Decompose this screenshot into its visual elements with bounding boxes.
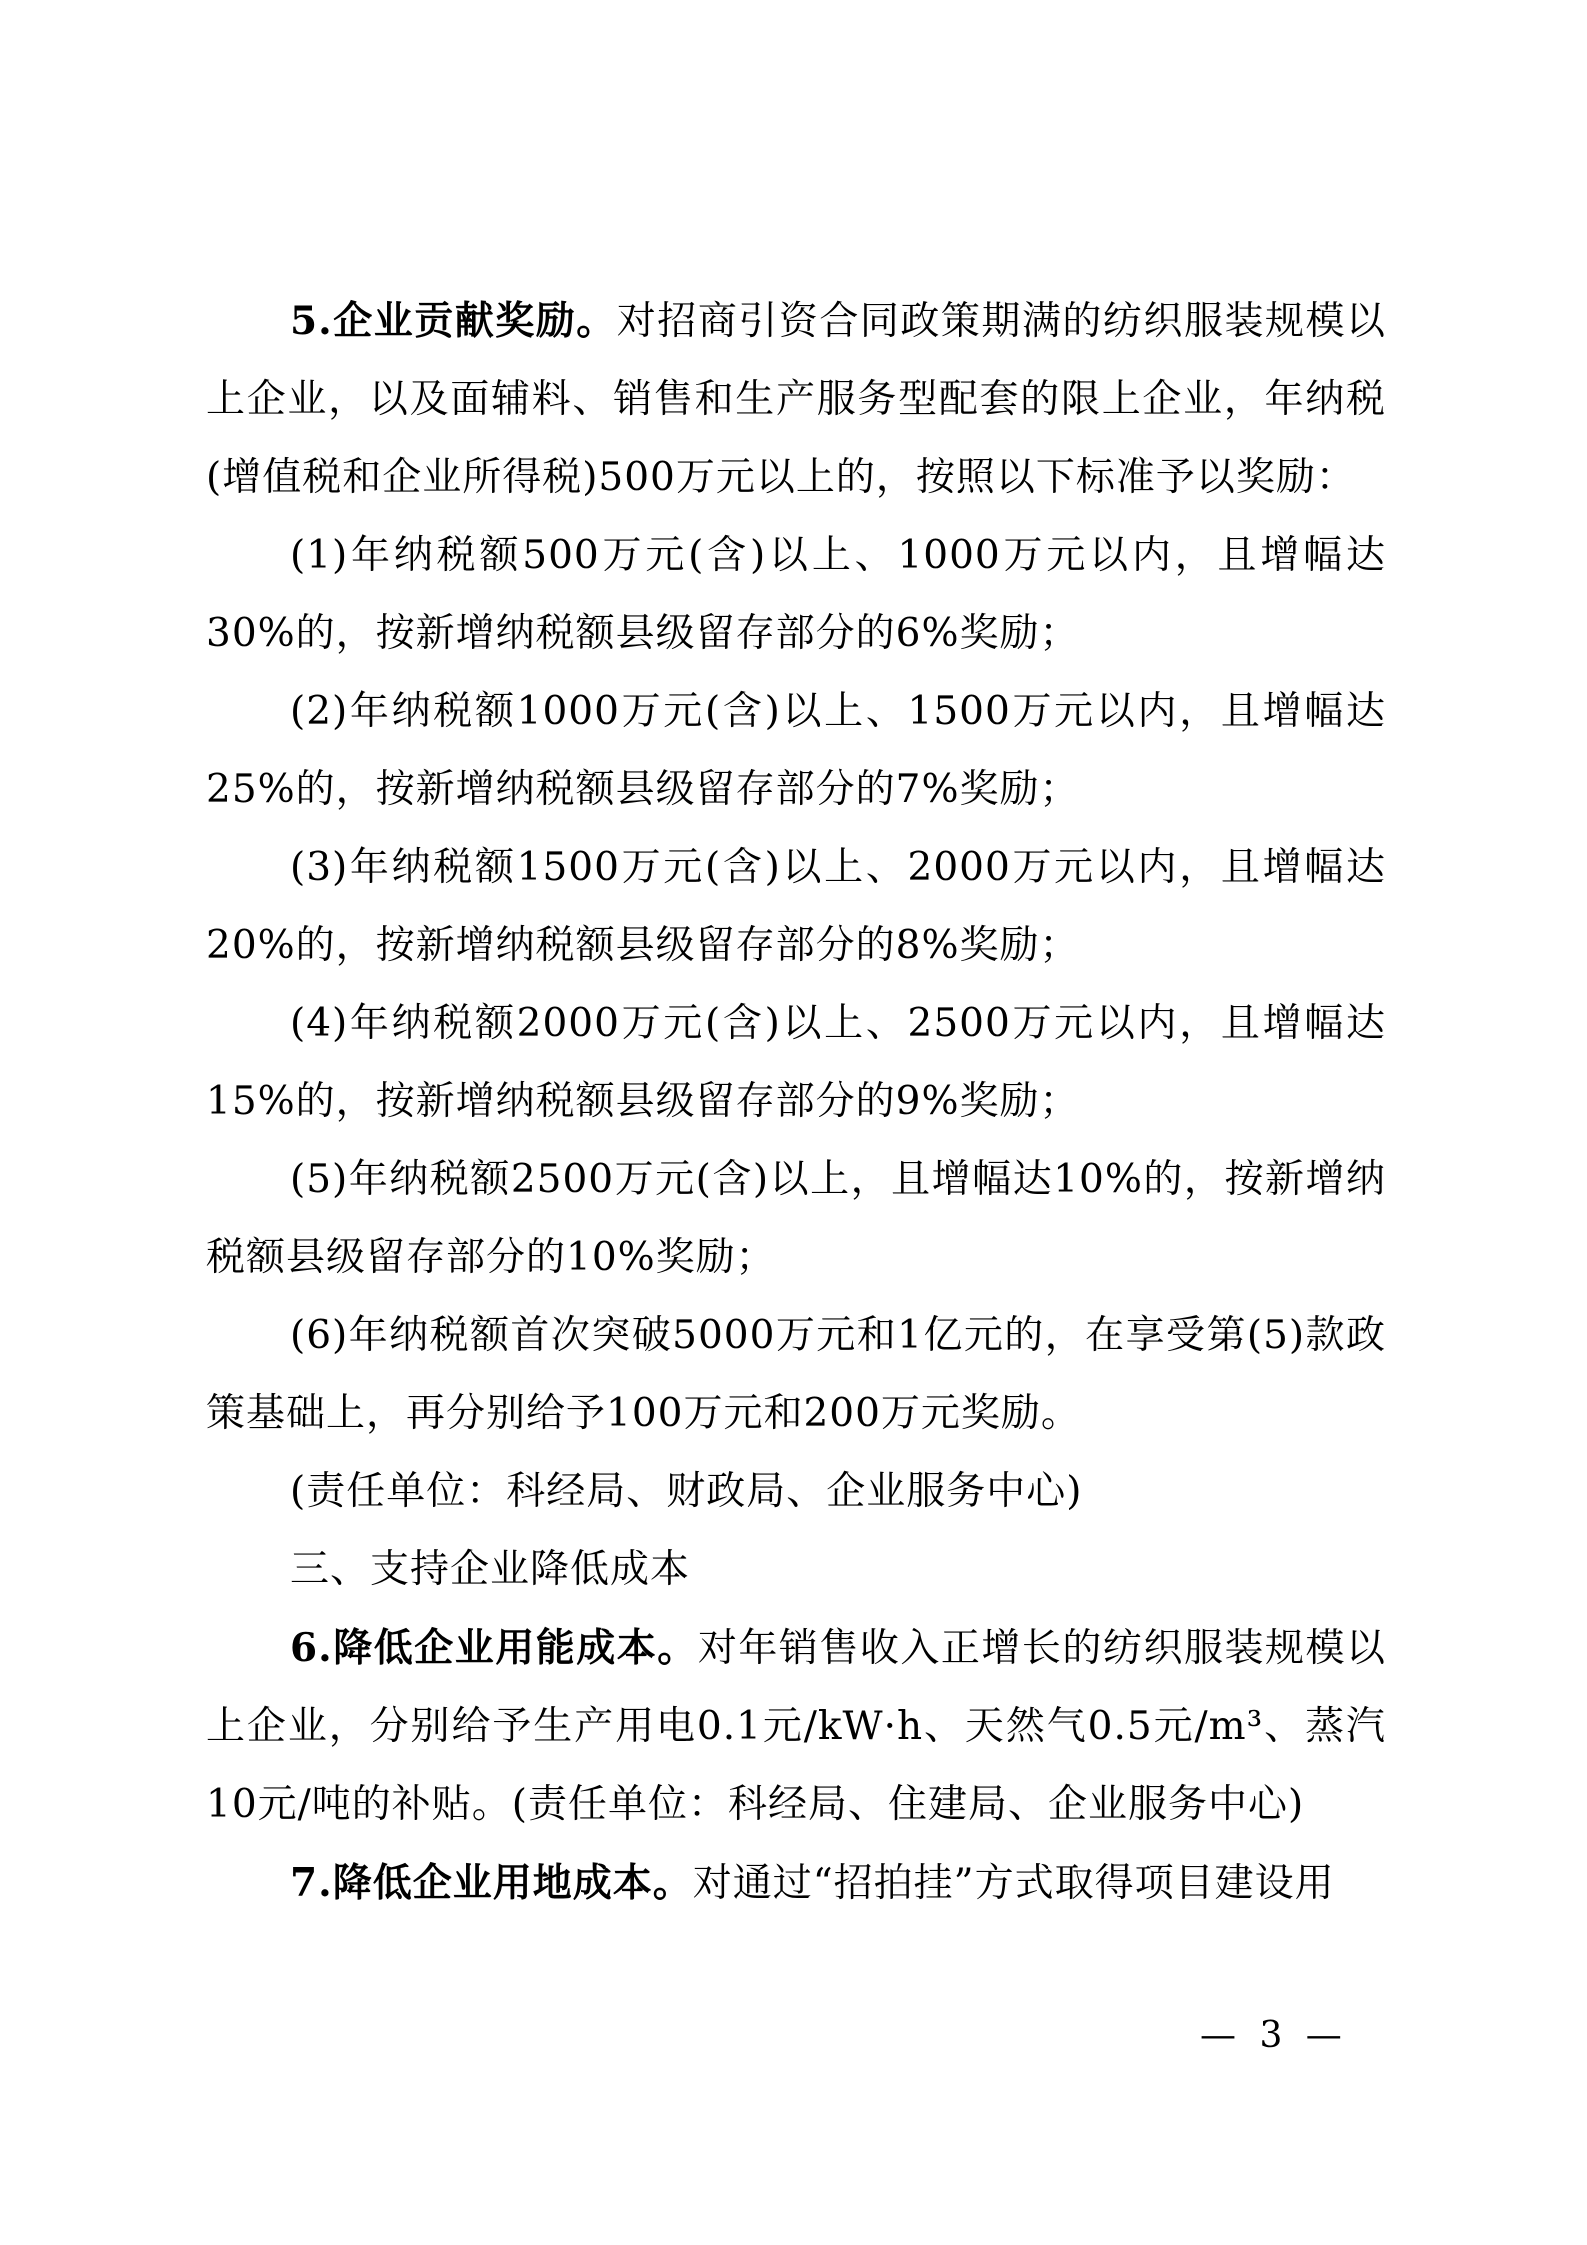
paragraph-lead: 7.降低企业用地成本。 (290, 1860, 693, 1906)
paragraph-5-item-6 (206, 1297, 1386, 1453)
paragraph-5-item-1 (206, 517, 1386, 673)
responsibility-note (206, 1453, 1386, 1531)
section-heading: 三、支持企业降低成本 (290, 1547, 691, 1592)
paragraph-5 (206, 282, 1386, 517)
paragraph-5-item-3 (206, 829, 1386, 985)
paragraph-6 (206, 1609, 1386, 1844)
paragraph-5-item-2 (206, 673, 1386, 829)
paragraph-text: (6)年纳税额首次突破5000万元和1亿元的，在享受第(5)款政策基础上，再分别给予100万元和200万元奖励。 (206, 1313, 1386, 1436)
paragraph-7 (206, 1844, 1386, 1923)
paragraph-text: (4)年纳税额2000万元(含)以上、2500万元以内，且增幅达15%的，按新增纳税额县级留存部分的9%奖励； (206, 1001, 1386, 1124)
paragraph-text: (5)年纳税额2500万元(含)以上，且增幅达10%的，按新增纳税额县级留存部分的10%奖励； (206, 1157, 1386, 1280)
paragraph-text: (2)年纳税额1000万元(含)以上、1500万元以内，且增幅达25%的，按新增纳税额县级留存部分的7%奖励； (206, 689, 1386, 812)
paragraph-text: (3)年纳税额1500万元(含)以上、2000万元以内，且增幅达20%的，按新增纳税额县级留存部分的8%奖励； (206, 845, 1386, 968)
document-body (206, 282, 1386, 1923)
paragraph-5-item-4 (206, 985, 1386, 1141)
paragraph-5-item-5 (206, 1141, 1386, 1297)
paragraph-lead: 5.企业贡献奖励。 (290, 298, 617, 344)
page-number: — 3 — (1200, 2015, 1348, 2056)
paragraph-text: 对招商引资合同政策期满的纺织服装规模以上企业，以及面辅料、销售和生产服务型配套的限上企业，年纳税(增值税和企业所得税)500万元以上的，按照以下标准予以奖励： (206, 299, 1386, 500)
paragraph-text: 对年销售收入正增长的纺织服装规模以上企业，分别给予生产用电0.1元/kW·h、天然气0.5元/m³、蒸汽10元/吨的补贴。(责任单位：科经局、住建局、企业服务中心) (206, 1626, 1386, 1827)
paragraph-text: (责任单位：科经局、财政局、企业服务中心) (290, 1469, 1083, 1514)
paragraph-text: 对通过“招拍挂”方式取得项目建设用 (692, 1861, 1335, 1906)
paragraph-lead: 6.降低企业用能成本。 (290, 1625, 698, 1671)
paragraph-text: (1)年纳税额500万元(含)以上、1000万元以内，且增幅达30%的，按新增纳税额县级留存部分的6%奖励； (206, 533, 1386, 656)
